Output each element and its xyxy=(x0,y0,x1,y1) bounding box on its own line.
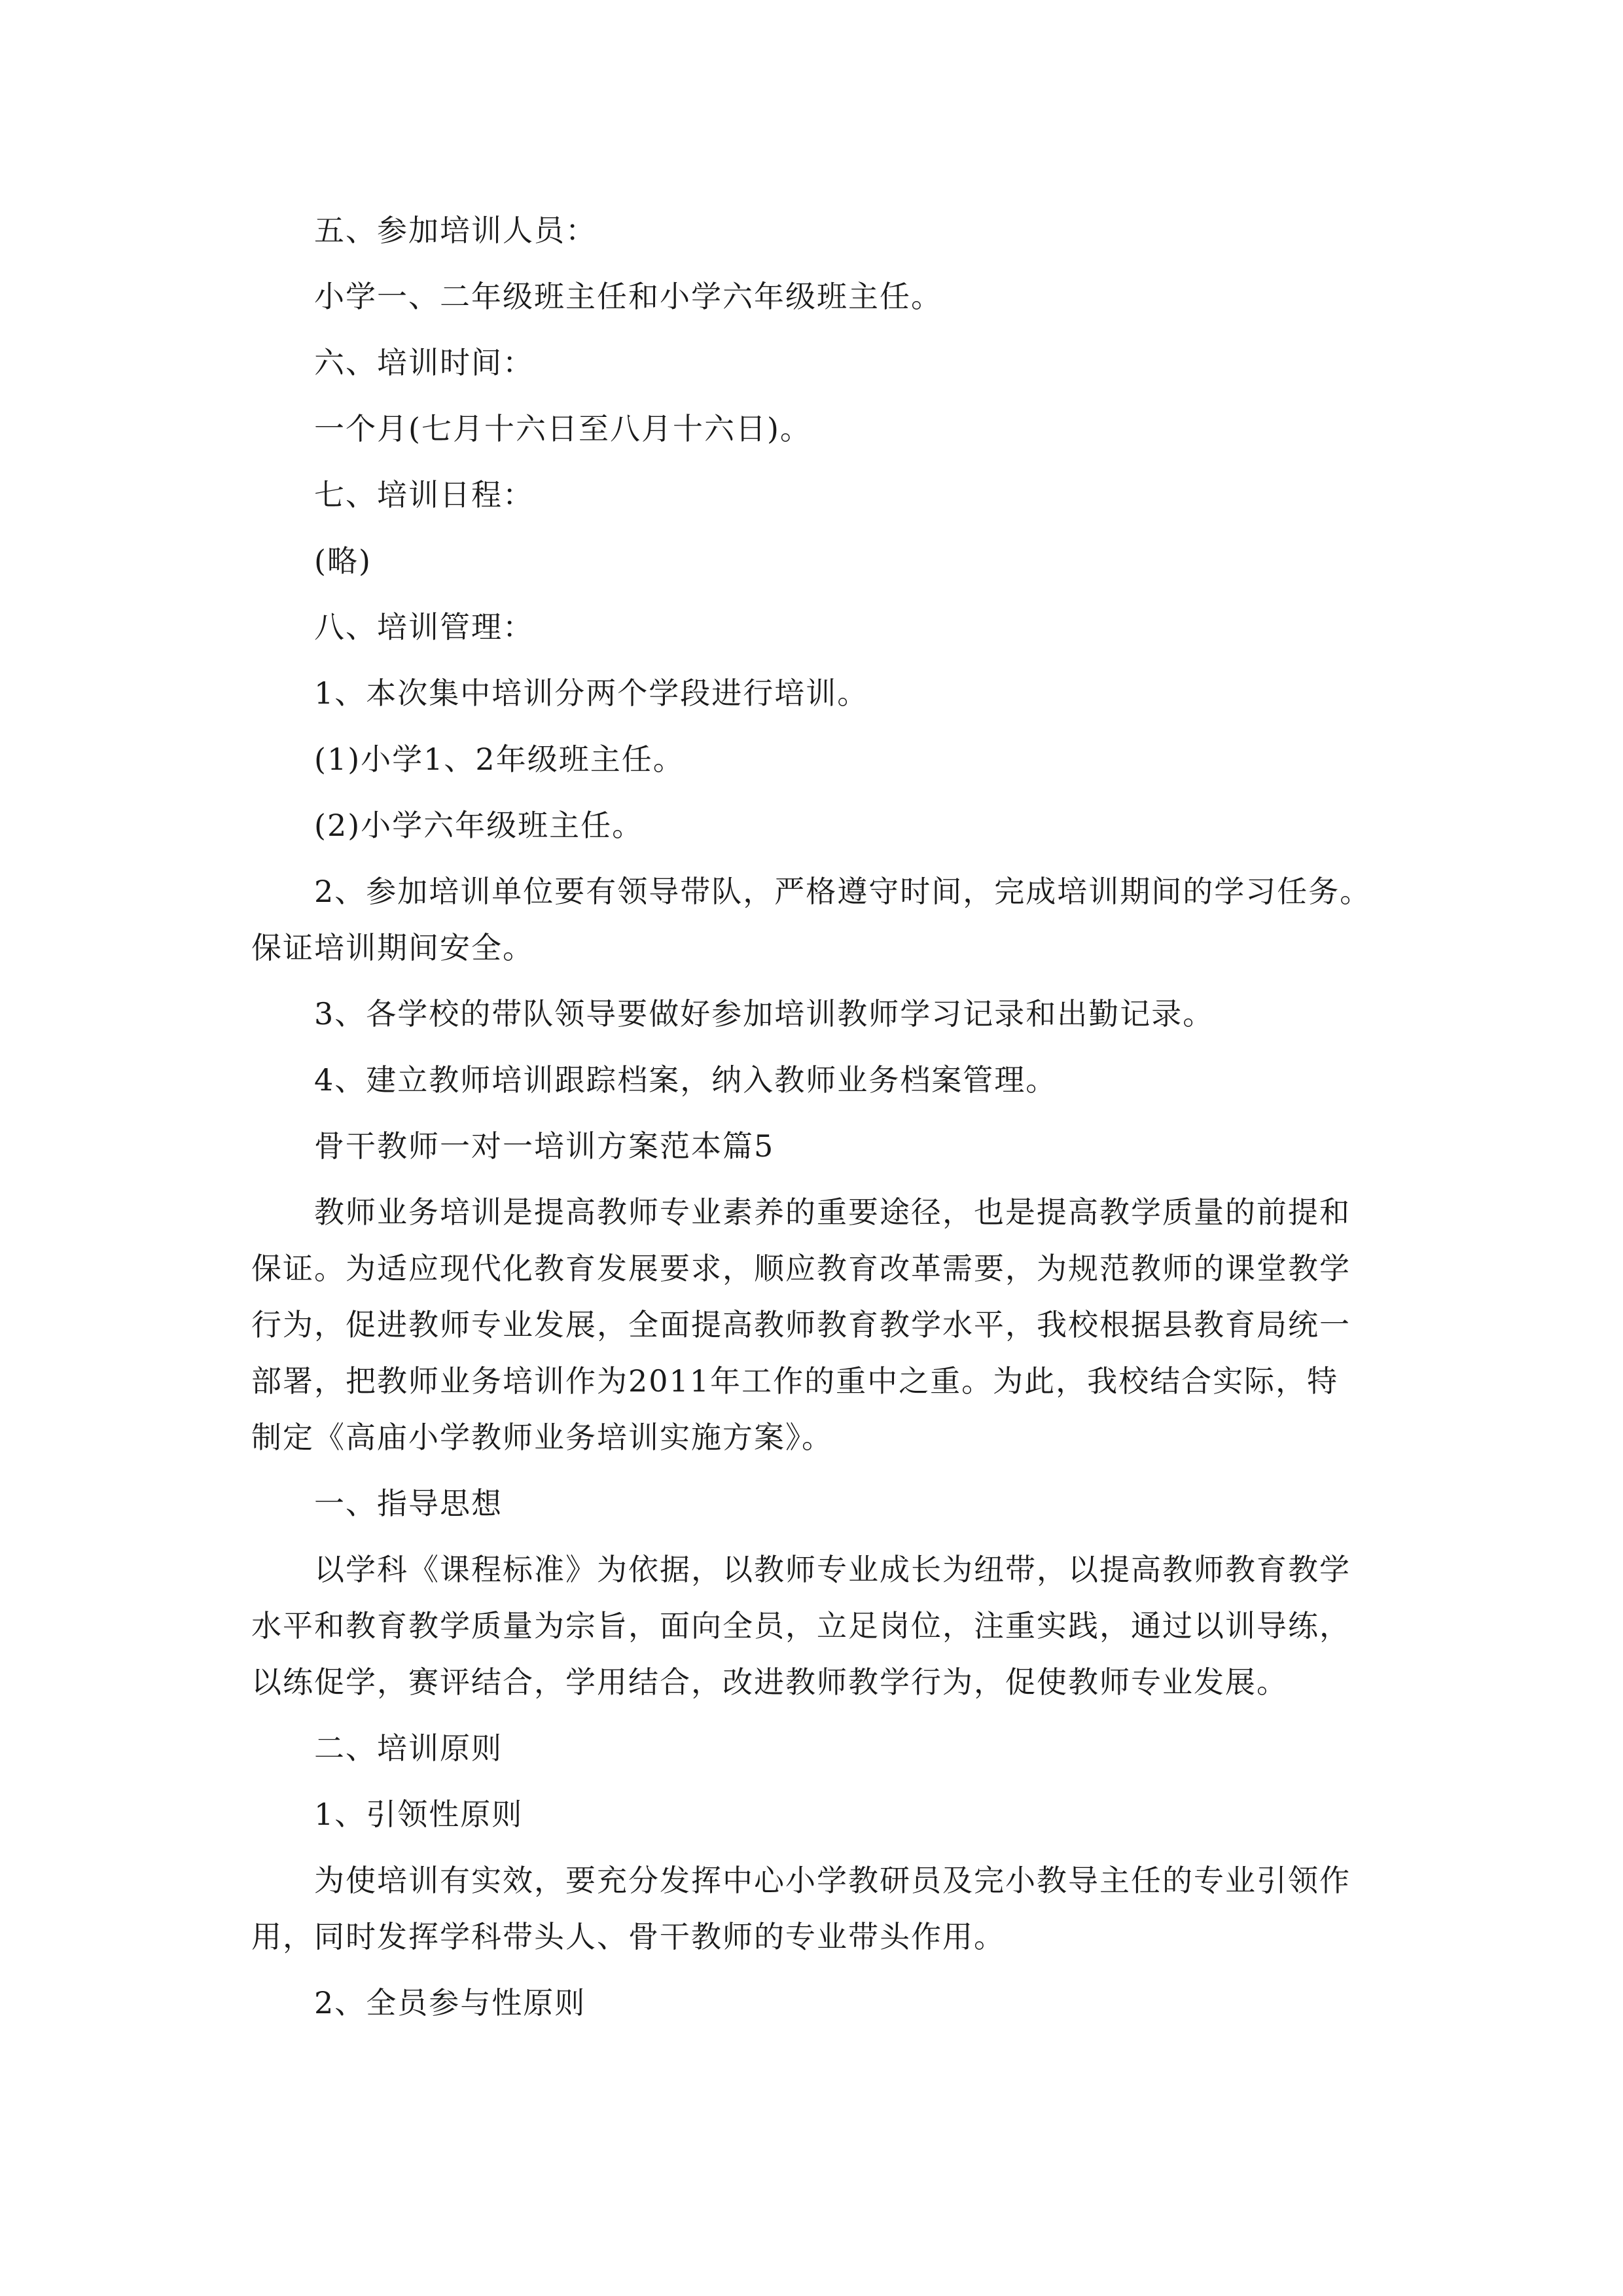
paragraph-line: 制定《高庙小学教师业务培训实施方案》。 xyxy=(251,1420,833,1455)
paragraph-line: 行为，促进教师专业发展，全面提高教师教育教学水平，我校根据县教育局统一 xyxy=(251,1307,1351,1342)
subheading-full-participation-principle: 2、全员参与性原则 xyxy=(314,1985,586,2020)
paragraph-line: 保证。为适应现代化教育发展要求，顺应教育改革需要，为规范教师的课堂教学 xyxy=(251,1251,1351,1286)
list-item: 2、参加培训单位要有领导带队，严格遵守时间，完成培训期间的学习任务。 xyxy=(314,874,1372,909)
paragraph-line: 小学一、二年级班主任和小学六年级班主任。 xyxy=(314,279,942,314)
paragraph-line: 以练促学，赛评结合，学用结合，改进教师教学行为，促使教师专业发展。 xyxy=(251,1664,1288,1700)
list-item: 1、本次集中培训分两个学段进行培训。 xyxy=(314,675,869,711)
heading-training-management: 八、培训管理： xyxy=(314,609,534,645)
paragraph-line: 部署，把教师业务培训作为2011年工作的重中之重。为此，我校结合实际，特 xyxy=(251,1363,1339,1399)
paragraph-line: (略) xyxy=(314,543,372,579)
section-title: 骨干教师一对一培训方案范本篇5 xyxy=(314,1128,775,1164)
paragraph-line: 为使培训有实效，要充分发挥中心小学教研员及完小教导主任的专业引领作 xyxy=(314,1863,1351,1898)
paragraph-line: 教师业务培训是提高教师专业素养的重要途径，也是提高教学质量的前提和 xyxy=(314,1194,1351,1230)
list-item: 3、各学校的带队领导要做好参加培训教师学习记录和出勤记录。 xyxy=(314,996,1215,1031)
paragraph-line: 用，同时发挥学科带头人、骨干教师的专业带头作用。 xyxy=(251,1919,1005,1954)
heading-guiding-ideology: 一、指导思想 xyxy=(314,1486,503,1521)
heading-training-time: 六、培训时间： xyxy=(314,345,534,380)
paragraph-line: 水平和教育教学质量为宗旨，面向全员，立足岗位，注重实践，通过以训导练， xyxy=(251,1608,1351,1643)
heading-training-schedule: 七、培训日程： xyxy=(314,477,534,512)
heading-participants: 五、参加培训人员： xyxy=(314,213,597,248)
subheading-leading-principle: 1、引领性原则 xyxy=(314,1797,524,1832)
paragraph-line: 一个月(七月十六日至八月十六日)。 xyxy=(314,411,812,446)
heading-training-principles: 二、培训原则 xyxy=(314,1731,503,1766)
list-item: (1)小学1、2年级班主任。 xyxy=(314,742,685,777)
list-item: 4、建立教师培训跟踪档案，纳入教师业务档案管理。 xyxy=(314,1062,1058,1098)
paragraph-line: 以学科《课程标准》为依据，以教师专业成长为纽带，以提高教师教育教学 xyxy=(314,1552,1351,1587)
paragraph-line: 保证培训期间安全。 xyxy=(251,930,534,965)
list-item: (2)小学六年级班主任。 xyxy=(314,808,644,843)
